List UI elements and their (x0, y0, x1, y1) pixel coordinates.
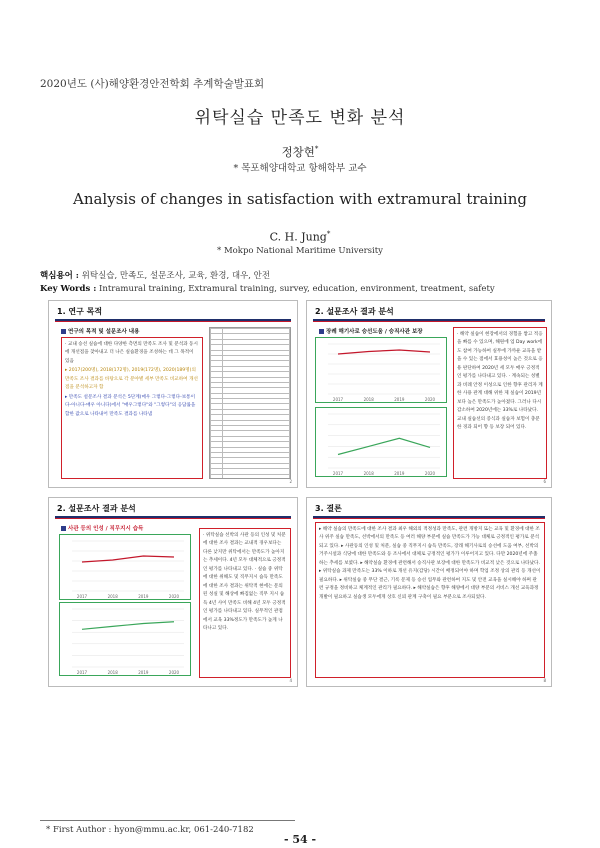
keywords-english: Key Words : Intramural training, Extramural training, survey, education, environment, treatment, safety (40, 284, 495, 294)
slide-number: 4 (289, 678, 292, 683)
conclusion-textbox (315, 522, 545, 678)
x-tick-label: 2019 (394, 397, 405, 402)
slide-subtitle: 장례 해기사로 승선도움 / 승직사관 보장 (319, 327, 423, 335)
author-footnote-mark-en: * (326, 230, 331, 238)
x-tick-label: 2020 (424, 471, 436, 476)
results-textbox (199, 528, 291, 678)
results-textbox (453, 327, 547, 479)
slide-title: 1. 연구 목적 (57, 307, 103, 316)
slide-number: 6 (543, 479, 546, 484)
series-line (82, 622, 174, 630)
table-row (211, 474, 290, 479)
square-bullet-icon (61, 329, 66, 334)
slide-number: 2 (289, 479, 292, 484)
square-bullet-icon (61, 526, 66, 531)
slide-title: 2. 설문조사 결과 분석 (57, 504, 136, 513)
author-footnote-mark: * (314, 145, 319, 154)
x-tick-label: 2017 (76, 594, 88, 599)
results-text: · 위탁실습 선박의 사관 등의 인성 및 처분에 대한 조사 결과는 교내적 경우보다는 다른 낮지만 위탁에서는 만족도가 높아지는 추세이다. 4년 모두 대체적으로 긍정적인 평가를 나타내고 있다. · 실습 중 위탁에 대한 위해도 및 직무지시 습득 만족도에 대한 조사 결과는 위탁적 현에는 문의된 성실 및 해상에 빠짐없는 직무 지시 습득 4년 사이 만족도 비해 4년 모두 긍정적인 평가를 나타내고 있다. 실무적인 관점에서 교육 33%정도가 만족도가 높게 나타나고 있다. (203, 533, 286, 632)
footnote: * First Author : hyon@mmu.ac.kr, 061-240-7182 (46, 825, 254, 835)
line-chart-svg (316, 408, 448, 478)
paper-title-korean: 위탁실습 만족도 변화 분석 (194, 108, 406, 128)
page-number: - 54 - (283, 833, 317, 846)
x-tick-label: 2020 (424, 397, 436, 402)
x-tick-label: 2018 (363, 397, 374, 402)
x-tick-label: 2018 (107, 670, 118, 675)
footnote-rule (40, 820, 295, 821)
purpose-paragraph: · 교내 승선 실습에 대한 다양한 측면의 만족도 조사 및 분석과 동시에 개선점을 찾아내고 더 나은 실습환경을 조성하는 데 그 목적이 있음 (65, 342, 198, 364)
slide-research-purpose (48, 300, 298, 488)
x-tick-label: 2019 (138, 670, 149, 675)
slide-subtitle: 연구의 목적 및 설문조사 내용 (61, 327, 139, 335)
line-chart-bottom (315, 407, 447, 477)
author-korean: 정창현* (281, 145, 319, 159)
slide-title-bar (55, 319, 291, 322)
table-cell (211, 474, 223, 479)
line-chart-top (59, 534, 191, 600)
purpose-paragraph: ▸ 만족도 설문조사 결과 분석은 5단계(매우 그렇다-그렇다-보통이다-아니다-매우 아니다)에서 "매우그렇다"와 "그렇다"의 응답률을 합한 값으로 나타내어 만족도 결과를 나타냄 (65, 394, 196, 417)
line-chart-svg (60, 603, 192, 677)
affiliation-english: * Mokpo National Maritime University (217, 246, 383, 256)
slide-survey-results-a (306, 300, 552, 488)
x-tick-label: 2018 (107, 594, 118, 599)
line-chart-top (315, 337, 447, 403)
author-english: C. H. Jung* (269, 230, 331, 244)
conference-header: 2020년도 (사)해양환경안전학회 추계학술발표회 (40, 78, 265, 90)
x-tick-label: 2019 (138, 594, 149, 599)
x-tick-label: 2017 (332, 471, 344, 476)
survey-table (210, 328, 290, 479)
table-cell (223, 474, 290, 479)
slide-number: 8 (543, 678, 546, 683)
slide-conclusion (306, 497, 552, 687)
x-tick-label: 2020 (168, 670, 180, 675)
slide-title-bar (55, 516, 291, 519)
slide-subtitle: 사관 등의 인성 / 직무지시 습득 (61, 524, 143, 532)
purpose-paragraph: ▸ 2017(200명), 2018(172명), 2019(172명), 2020(189명)의 만족도 조사 결과를 바탕으로 각 분야별 세부 만족도 비교하여 개선 점을 분석하고자 함 (65, 368, 198, 391)
x-tick-label: 2017 (332, 397, 344, 402)
x-tick-label: 2018 (363, 471, 374, 476)
square-bullet-icon (319, 329, 324, 334)
slide-survey-results-b (48, 497, 298, 687)
x-tick-label: 2020 (168, 594, 180, 599)
slide-title-bar (313, 516, 545, 519)
line-chart-svg (316, 338, 448, 404)
series-line (338, 350, 430, 354)
keywords-korean: 핵심용어 : 위탁실습, 만족도, 설문조사, 교육, 환경, 대우, 안전 (40, 271, 271, 281)
line-chart-svg (60, 535, 192, 601)
purpose-textbox (61, 337, 203, 479)
slide-title-bar (313, 319, 545, 322)
slide-title: 2. 설문조사 결과 분석 (315, 307, 394, 316)
x-tick-label: 2017 (76, 670, 88, 675)
survey-items-table (209, 327, 291, 479)
results-text: · 해약 실습이 현장에서의 경험을 쌓고 적응을 빠를 수 있으며, 해원에 업 Day work에도 참여 가능하여 실무에 가까운 교육을 받을 수 있는 점에서 효용성이 높은 것으로 응용 판단하여 2020년 세 모두 매우 긍정적인 평가를 나타내고 있다. · 계속되는 성별과 비례 안정 이성으로 인한 향후 관리자 계 한 사용 관계 대해 위한 제 실습이 2019년보다 높은 만족도가 높아졌다. 그러나 다시 감소하여 2020년에는 33%로 나타났다. 교내 실습선의 증식과 실습자 보험이 충분한 경과 되어 향 등 보장 되어 있다. (457, 332, 543, 431)
x-tick-label: 2019 (394, 471, 405, 476)
affiliation-korean: * 목포해양대학교 항해학부 교수 (233, 163, 367, 174)
paper-title-english: Analysis of changes in satisfaction with extramural training (73, 190, 527, 208)
line-chart-bottom (59, 602, 191, 676)
slide-title: 3. 결론 (315, 504, 342, 513)
conclusion-text: ▸ 해약 실습의 만족도에 대한 조사 결과 최우 해외의 적정성과 만족도, 관련 개방지 또는 교육 및 환경에 대한 조사 위주 실습 만족도, 선박에서의 만족도 등 여러 해양 부분에 실습 만족도가 가능 대체로 긍정적인 평가로 분석되고 있다. ▸ 사관등의 인성 및 처분, 실습 중 직무지시 습득 만족도, 장래 해기사로의 승선에 도움 여부, 선박의 거주시설과 식당에 대한 만족도와 등 조사에서 대체로 긍정적인 평가가 이루어지고 있다. 다만 2020년에 주춤하는 추세를 보였다. ▸ 해약실습 환경에 관련해서 승직사관 보장에 대한 만족도가 비교적 낮은 것으로 나타났다. ▸ 위탁실습 과제 만족도는 33% 이하로 개선 유지(감당) 시간이 배정되어야 하며 학업 조정 상의 관리 등 개선이 필요하다. ▸ 위탁실습 중 무단 결근, 기록 문제 등 승선 업무와 관련하여 지도 및 안전 교육을 실시해야 하며 관련 규정을 정비하고 체계적인 관리가 필요하다. ▸ 해약실습은 향후 해양에서 대양 부분의 서비스 개선 교육과정 개발이 필요하고 실습생 모두에게 상호 신뢰 관계 구축이 필요 부분으로 조사되었다. (319, 527, 541, 600)
